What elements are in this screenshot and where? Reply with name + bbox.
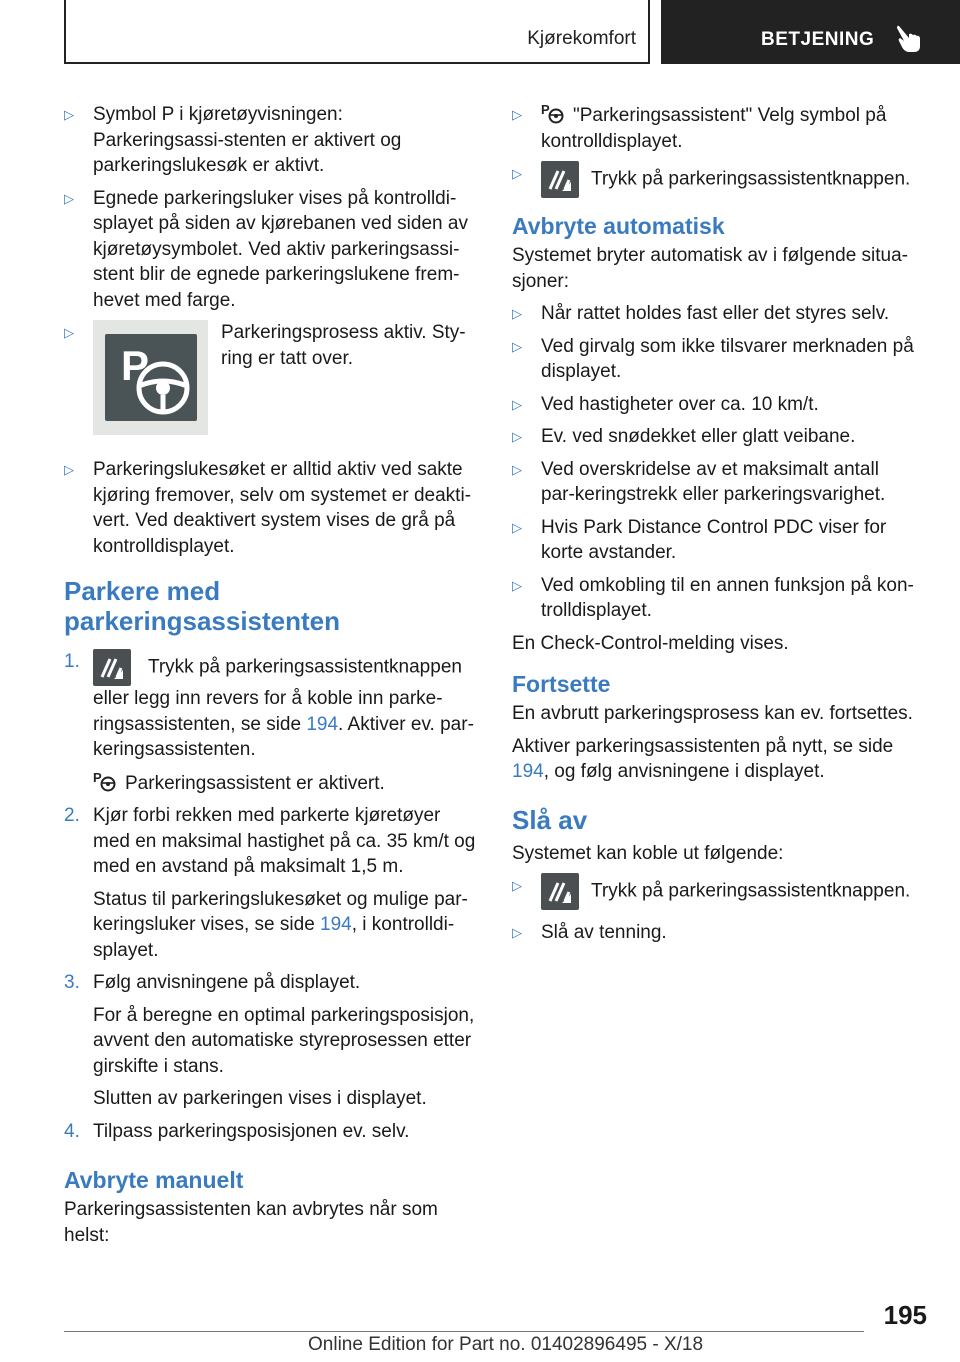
list-item [512,873,916,910]
list-item [512,301,916,327]
step-text: Trykk på parkeringsassistentknappen eller legg inn revers for å koble inn parke-ringsassistenten, se side [93,656,462,735]
step-4 [64,1119,478,1145]
step-1 [64,649,478,763]
list-item-text: Ved girvalg som ikke tilsvarer merknaden på displayet. [541,335,914,382]
bullet-triangle-icon: ▷ [512,306,522,321]
step-note-text: , i kontrolldi-splayet. [93,914,455,961]
step-2 [64,803,478,880]
paragraph: En avbrutt parkeringsprosess kan ev. fortsettes. [512,703,913,724]
paragraph-text: Aktiver parkeringsassistenten på nytt, se side [512,735,894,757]
list-item-text: Parkeringsprosess aktiv. Sty-ring er tatt over. [221,322,466,369]
list-item-text: Parkeringslukesøket er alltid aktiv ved sakte kjøring fremover, selv om systemet er deakti-vert. Ved deaktivert system vises de grå på kontrolldisplayet. [93,459,471,557]
paragraph [512,734,916,785]
paragraph: Systemet kan koble ut følgende: [512,842,784,864]
heading-fortsette: Fortsette [512,671,611,697]
parking-assistant-symbol-icon [541,102,565,124]
bullet-triangle-icon: ▷ [512,577,522,593]
list-item-text: Egnede parkeringsluker vises på kontrolldi-splayet på siden av kjørebanen ved siden av kjøretøysymbolet. Ved aktiv parkeringsassi-stent blir de egnede parkeringslukene frem-hevet med farge. [93,187,468,311]
parking-assistant-symbol-icon [93,770,117,792]
pointing-hand-icon [896,24,922,54]
list-item [512,515,916,566]
bullet-triangle-icon: ▷ [64,462,74,477]
step-text: Følg anvisningene på displayet. [93,972,361,993]
list-item-text: Ev. ved snødekket eller glatt veibane. [541,426,856,447]
list-item-text: Hvis Park Distance Control PDC viser for korte avstander. [541,516,887,563]
step-number: 4. [64,1120,80,1142]
bullet-triangle-icon: ▷ [512,166,522,181]
parking-assistant-button-icon [541,161,579,198]
parking-assistant-button-icon [93,649,131,686]
list-item [512,424,916,450]
bullet-triangle-icon: ▷ [64,190,74,206]
paragraph: Parkeringsassistenten kan avbrytes når som helst: [64,1199,438,1246]
left-column [64,102,478,1255]
list-item [512,920,916,946]
bullet-triangle-icon: ▷ [512,338,522,354]
bullet-triangle-icon: ▷ [512,396,522,412]
bullet-triangle-icon: ▷ [64,107,74,122]
step-3 [64,970,478,996]
paragraph-text: , og følg anvisningene i displayet. [543,761,825,782]
list-item [64,457,478,559]
svg-text:P: P [120,342,149,389]
bullet-triangle-icon: ▷ [512,107,522,122]
step-number: 3. [64,972,80,993]
list-item [512,392,916,418]
step-note: For å beregne en optimal parkeringsposisjon, avvent den automatiske styreprosessen etter girskifte i stans. [93,1004,475,1077]
svg-text:P: P [541,102,550,117]
bullet-triangle-icon: ▷ [512,429,522,444]
list-item [512,457,916,508]
heading-avbryte-manuelt: Avbryte manuelt [64,1167,244,1193]
chapter-tab [661,0,960,64]
list-item-text: Når rattet holdes fast eller det styres selv. [541,303,890,324]
step-text: Tilpass parkeringsposisjonen ev. selv. [93,1120,410,1142]
right-column [512,102,916,953]
heading-parkere: Parkere med parkeringsassistenten [64,576,341,636]
section-title: Kjørekomfort [527,28,636,49]
section-header-box [64,0,650,64]
list-item [512,102,916,154]
bullet-triangle-icon: ▷ [512,925,522,940]
step-note: Slutten av parkeringen vises i displayet. [93,1088,427,1109]
paragraph: En Check-Control-melding vises. [512,632,789,654]
page-link[interactable]: 194 [512,761,544,782]
step-text: . Aktiver ev. par-keringsassistenten. [93,713,474,760]
svg-text:P: P [93,769,102,785]
bullet-triangle-icon: ▷ [512,461,522,477]
list-item [512,573,916,624]
list-item-text: Trykk på parkeringsassistentknappen. [591,168,911,190]
page-header [0,0,960,66]
paragraph: Systemet bryter automatisk av i følgende situa-sjoner: [512,245,908,292]
parking-assistant-button-icon [541,873,579,910]
heading-sla-av: Slå av [512,804,588,835]
list-item [64,186,478,314]
list-item-text: "Parkeringsassistent" Velg symbol på kontrolldisplayet. [541,105,887,152]
step-text: Kjør forbi rekken med parkerte kjøretøyer med en maksimal hastighet på ca. 35 km/t og med en avstand på maksimalt 1,5 m. [93,805,476,877]
parking-steering-icon [93,320,208,435]
step-note [64,770,478,797]
list-item [64,102,478,179]
page-link[interactable]: 194 [320,914,352,935]
list-item-text: Ved overskridelse av et maksimalt antall par-keringstrekk eller parkeringsvarighet. [541,458,886,505]
edition-text: Online Edition for Part no. 01402896495 - X/18 [308,1334,704,1355]
step-number: 1. [64,651,80,672]
list-item-parking-active [64,320,478,450]
step-note-text: Parkeringsassistent er aktivert. [125,772,385,794]
list-item [512,334,916,385]
list-item-text: Ved hastigheter over ca. 10 km/t. [541,393,819,415]
list-item-text: Slå av tenning. [541,922,667,943]
heading-avbryte-automatisk: Avbryte automatisk [512,213,725,239]
list-item [512,161,916,198]
list-item-text: Ved omkobling til en annen funksjon på kon-trolldisplayet. [541,574,914,621]
list-item-text: Trykk på parkeringsassistentknappen. [591,880,911,902]
page-number: 195 [883,1300,927,1330]
footer-divider [64,1331,864,1332]
bullet-triangle-icon: ▷ [512,878,522,893]
list-item-text: Symbol P i kjøretøyvisningen: Parkeringsassi-stenten er aktivert og parkeringslukesøk er aktivt. [93,104,402,176]
bullet-triangle-icon: ▷ [64,325,74,340]
page-link[interactable]: 194 [306,713,339,735]
chapter-title: BETJENING [761,29,875,50]
step-note-text: Status til parkeringslukesøket og mulige par-keringsluker vises, se side [93,888,468,935]
step-number: 2. [64,805,80,826]
bullet-triangle-icon: ▷ [512,519,522,535]
step-note [64,887,478,964]
